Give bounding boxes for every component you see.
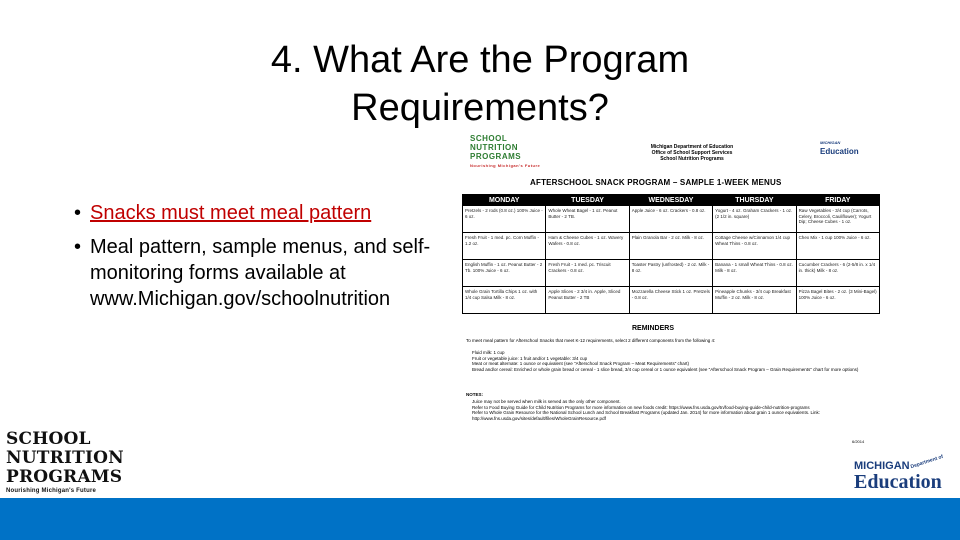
- menu-cell: Pizza Bagel Bites - 2 oz. (3 Mini-Bagel) 100% Juice - 6 oz.: [796, 287, 879, 314]
- doc-snp-logo: [470, 134, 540, 170]
- menu-cell: Chex Mix - 1 cup 100% Juice - 6 oz.: [796, 233, 879, 260]
- menu-cell: English Muffin - 1 oz. Peanut Butter - 2 Tb. 100% Juice - 6 oz.: [463, 260, 546, 287]
- doc-logo-line: SCHOOL: [470, 134, 508, 143]
- bullet-item: [70, 200, 460, 226]
- menu-cell: Mozzarella Cheese Stick 1 oz. Pretzels - 0.8 oz.: [629, 287, 712, 314]
- logo-line: NUTRITION: [6, 448, 124, 468]
- menu-cell: Whole Grain Tortilla Chips 1 oz. with 1/4 cup Salsa Milk - 8 oz.: [463, 287, 546, 314]
- list-item: Fluid milk: 1 cup: [472, 350, 505, 355]
- table-row: [463, 233, 880, 260]
- menu-cell: Ham & Cheese Cubes - 1 oz. Wavery Wafers - 0.8 oz.: [546, 233, 629, 260]
- table-row: [463, 206, 880, 233]
- day-header: TUESDAY: [546, 195, 629, 206]
- doc-title: AFTERSCHOOL SNACK PROGRAM – SAMPLE 1-WEEK MENUS: [530, 178, 782, 187]
- menu-cell: Plain Granola Bar - 2 oz. Milk - 8 oz.: [629, 233, 712, 260]
- doc-header: [612, 144, 772, 162]
- doc-header-line: Office of School Support Services: [651, 150, 733, 156]
- embedded-menu-document: [462, 134, 882, 452]
- day-header: WEDNESDAY: [629, 195, 712, 206]
- menu-cell: Pineapple Chunks - 3/4 cup Breakfast Muffin - 2 oz. Milk - 8 oz.: [713, 287, 796, 314]
- logo-education-text: Education: [854, 471, 942, 493]
- notes-label: NOTES:: [466, 392, 484, 397]
- bullet-item: [70, 234, 460, 312]
- menu-cell: Apple Slices - 2 3/4 in. Apple, Sliced Peanut Butter - 2 TB: [546, 287, 629, 314]
- menu-cell: Banana - 1 small Wheat Thins - 0.8 oz. Milk - 8 oz.: [713, 260, 796, 287]
- logo-line: PROGRAMS: [6, 467, 123, 487]
- table-row: [463, 260, 880, 287]
- doc-logo-education: Education: [820, 147, 859, 156]
- doc-header-line: Michigan Department of Education: [650, 144, 734, 150]
- list-item: Bread and/or cereal: Enriched or whole grain bread or cereal - 1 slice bread, 3/4 cup cereal or 1 ounce equivalent (see "Afterschool Snack Program – Grain Requirements" chart for more options): [472, 366, 859, 372]
- logo-michigan-text: MICHIGAN: [854, 460, 910, 472]
- slide-title-line-1: 4. What Are the Program: [270, 39, 690, 81]
- doc-logo-michigan: MICHIGAN: [820, 140, 841, 145]
- menu-header-row: [463, 195, 880, 206]
- logo-department-text: Department of: [909, 453, 945, 471]
- footer-bar: [0, 498, 960, 540]
- michigan-education-logo: [852, 453, 952, 496]
- doc-logo-line: PROGRAMS: [470, 152, 522, 161]
- day-header: FRIDAY: [796, 195, 879, 206]
- reminders-title: REMINDERS: [632, 325, 675, 332]
- meal-pattern-link[interactable]: Snacks must meet meal pattern: [90, 202, 372, 224]
- list-item: Refer to Whole Grain Resource for the National School Lunch and School Breakfast Programs (updated Jan. 2014) for more information about grain 1 ounce equivalents. Link: http://www.fns.usda.gov/sites/default/files/WholeGrainResource.pdf: [472, 410, 820, 421]
- list-item: Juice may not be served when milk is served as the only other component.: [472, 399, 621, 404]
- reminders-intro: To meet meal pattern for Afterschool Snacks that meet K-12 requirements, select 2 different components from the following 4:: [466, 338, 716, 343]
- menu-cell: Apple Juice - 6 oz. Crackers - 0.8 oz.: [629, 206, 712, 233]
- bullet-text: Meal pattern, sample menus, and self-monitoring forms available at www.Michigan.gov/schoolnutrition: [90, 236, 431, 310]
- notes-list: [472, 399, 872, 421]
- menu-cell: Cottage Cheese w/Cinnamon 1/4 cup Wheat Thins - 0.8 oz.: [713, 233, 796, 260]
- menu-cell: Fresh Fruit - 1 med. pc. Triscuit Crackers - 0.8 oz.: [546, 260, 629, 287]
- menu-cell: Yogurt - 4 oz. Graham Crackers - 1 oz. (2 1/2 in. square): [713, 206, 796, 233]
- logo-line: SCHOOL: [6, 429, 91, 449]
- slide-title: [150, 36, 810, 132]
- slide-title-line-2: Requirements?: [351, 87, 609, 129]
- doc-logo-line: NUTRITION: [470, 143, 519, 152]
- bullet-list: [70, 200, 460, 320]
- day-header: THURSDAY: [713, 195, 796, 206]
- menu-cell: Toaster Pastry (unfrosted) - 2 oz. Milk - 8 oz.: [629, 260, 712, 287]
- school-nutrition-programs-logo: [6, 430, 124, 495]
- menu-cell: Pretzels - 2 rods (0.8 oz.) 100% Juice - 6 oz.: [463, 206, 546, 233]
- table-row: [463, 287, 880, 314]
- menu-cell: Raw Vegetables - 3/4 cup (Carrots, Celery, Broccoli, Cauliflower); Yogurt Dip; Cheese Cubes - 1 oz.: [796, 206, 879, 233]
- doc-logo-tagline: Nourishing Michigan's Future: [470, 163, 541, 168]
- menu-table: [462, 194, 880, 314]
- reminders-list: [472, 350, 872, 372]
- list-item: Refer to Food Buying Guide for Child Nutrition Programs for more information on new foods credit: https://www.fns.usda.gov/tn/food-buying-guide-child-nutrition-programs: [472, 404, 810, 410]
- doc-education-logo: [820, 138, 859, 156]
- list-item: Fruit or vegetable juice: 1 fruit and/or 1 vegetable: 3/4 cup: [472, 355, 588, 361]
- logo-tagline: Nourishing Michigan's Future: [6, 488, 97, 494]
- doc-header-line: School Nutrition Programs: [660, 156, 724, 162]
- menu-cell: Cucumber Crackers - 6 (2-5/8 in. x 1/4 in. thick) Milk - 8 oz.: [796, 260, 879, 287]
- day-header: MONDAY: [463, 195, 546, 206]
- menu-cell: Fresh Fruit - 1 med. pc. Corn Muffin - 1.2 oz.: [463, 233, 546, 260]
- list-item: Meat or meat alternate: 1 ounce or equivalent (see "Afterschool Snack Program – Meat Requirements" chart): [472, 361, 690, 366]
- menu-cell: Whole Wheat Bagel - 1 oz. Peanut Butter - 2 TB.: [546, 206, 629, 233]
- doc-date: 6/2014: [852, 439, 865, 444]
